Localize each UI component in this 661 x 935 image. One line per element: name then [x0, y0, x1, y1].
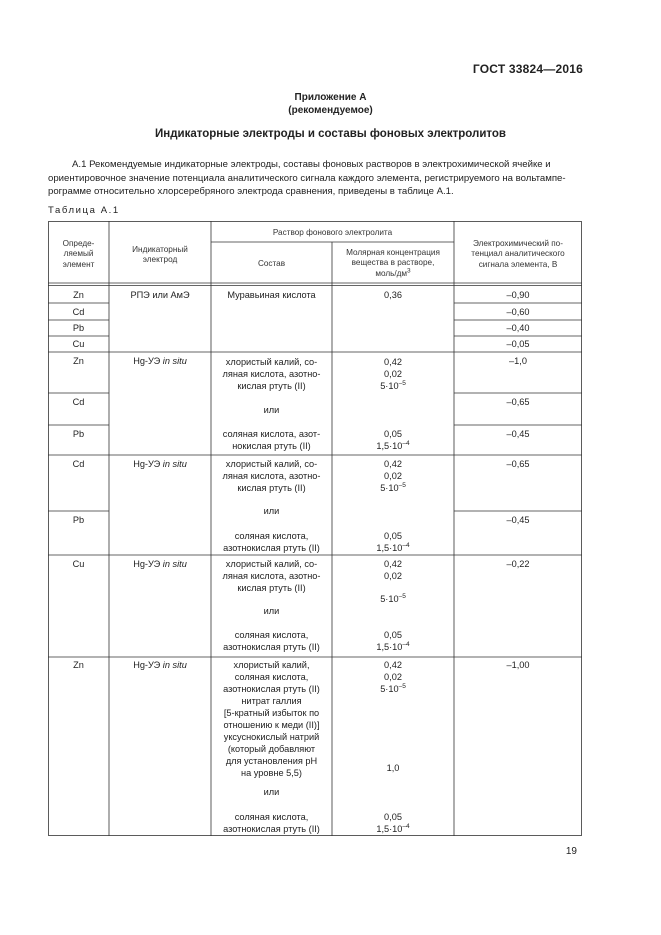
- electrode-cell: Hg-УЭ in situ: [133, 559, 187, 569]
- paragraph-line: ориентировочное значение потенциала аналитического сигнала каждого элемента, регистрируемого на вольтампе-: [48, 172, 566, 184]
- concentration-line: $5\cdot 10^{-5}$: [380, 481, 406, 493]
- composition-line: ляная кислота, азотно-: [222, 369, 321, 379]
- header-line: Индикаторный: [132, 245, 188, 254]
- composition-line: азотнокислая ртуть (II): [223, 824, 320, 834]
- or-label: или: [263, 787, 280, 797]
- page-number: 19: [565, 846, 577, 857]
- annex-status: (рекомендуемое): [288, 105, 373, 116]
- composition-line: ляная кислота, азотно-: [222, 471, 321, 481]
- composition-line: на уровне 5,5): [241, 768, 302, 778]
- paragraph-line: А.1 Рекомендуемые индикаторные электроды, составы фоновых растворов в электрохимической ячейке и: [72, 159, 551, 170]
- element-cell: Pb: [72, 515, 85, 525]
- electrode-cell: РПЭ или АмЭ: [130, 290, 190, 300]
- potential-cell: –0,05: [506, 339, 530, 349]
- section-heading: Индикаторные электроды и составы фоновых электролитов: [155, 128, 506, 140]
- composition-line: соляная кислота, азот-: [222, 429, 321, 439]
- composition-cell: [211, 811, 332, 835]
- element-cell: Cu: [72, 339, 85, 349]
- concentration-line: $1,5\cdot 10^{-4}$: [376, 822, 410, 834]
- concentration-line: 0,02: [384, 471, 402, 481]
- element-cell: Cd: [72, 307, 85, 317]
- concentration-line: $5\cdot 10^{-5}$: [380, 682, 406, 694]
- composition-line: нокислая ртуть (II): [232, 441, 311, 451]
- concentration-cell: [332, 558, 454, 582]
- potential-cell: –0,40: [506, 323, 530, 333]
- element-cell: Zn: [73, 660, 84, 670]
- concentration-line: 0,42: [384, 559, 402, 569]
- composition-cell: [211, 530, 332, 554]
- electrode-cell: Hg-УЭ in situ: [133, 660, 187, 670]
- potential-cell: –0,90: [506, 290, 530, 300]
- or-label: или: [263, 506, 280, 516]
- or-label: или: [263, 606, 280, 616]
- header-line: тенциал аналитического: [471, 249, 565, 259]
- header-electrode: [109, 245, 211, 266]
- composition-line: хлористый калий, со-: [225, 459, 318, 469]
- element-cell: Zn: [73, 356, 84, 366]
- potential-cell: –0,65: [506, 459, 530, 469]
- header-element: [48, 239, 109, 270]
- concentration-line: 0,42: [384, 660, 402, 670]
- composition-line: соляная кислота,: [234, 672, 309, 682]
- header-line: Опреде-: [62, 239, 95, 248]
- intro-paragraph: [48, 158, 582, 199]
- composition-cell: [211, 458, 332, 494]
- composition-line: для установления pH: [225, 756, 318, 766]
- composition-line: нитрат галлия: [241, 696, 302, 706]
- composition-cell: [211, 558, 332, 594]
- concentration-cell: [332, 811, 454, 835]
- header-line: электрод: [142, 255, 178, 265]
- concentration-cell: $5\cdot 10^{-5}$: [380, 592, 406, 604]
- concentration-cell: 0,36: [384, 290, 402, 300]
- concentration-cell: [332, 356, 454, 392]
- concentration-line: $1,5\cdot 10^{-4}$: [376, 439, 410, 451]
- composition-cell: Муравьиная кислота: [227, 290, 316, 300]
- header-line: элемент: [62, 259, 95, 269]
- composition-line: ляная кислота, азотно-: [222, 571, 321, 581]
- table-a1: [48, 221, 582, 836]
- concentration-cell: [332, 629, 454, 653]
- annex-label: Приложение А: [294, 92, 367, 103]
- composition-line: (который добавляют: [227, 744, 316, 754]
- concentration-line: $1,5\cdot 10^{-4}$: [376, 640, 410, 652]
- header-concentration: [332, 248, 454, 279]
- composition-line: хлористый калий, со-: [225, 357, 318, 367]
- document-code: ГОСТ 33824—2016: [472, 62, 583, 76]
- header-line: ляемый: [63, 249, 94, 259]
- element-cell: Cd: [72, 459, 85, 469]
- concentration-cell: [332, 530, 454, 554]
- element-cell: Zn: [73, 290, 84, 300]
- potential-cell: –0,45: [506, 429, 530, 439]
- header-line: Электрохимический по-: [473, 239, 563, 248]
- composition-line: соляная кислота,: [234, 531, 309, 541]
- potential-cell: –0,60: [506, 307, 530, 317]
- header-composition: Состав: [257, 259, 286, 268]
- composition-line: хлористый калий, со-: [225, 559, 318, 569]
- electrode-cell: Hg-УЭ in situ: [133, 459, 187, 469]
- potential-cell: –1,0: [509, 356, 527, 366]
- composition-line: азотнокислая ртуть (II): [223, 684, 320, 694]
- composition-line: кислая ртуть (II): [237, 583, 306, 593]
- header-line: Молярная концентрация: [346, 248, 440, 257]
- composition-line: отношению к меди (II)]: [223, 720, 320, 730]
- header-line: вещества в растворе,: [351, 258, 435, 268]
- composition-cell: [211, 629, 332, 653]
- paragraph-line: рограмме относительно хлорсеребряного электрода сравнения, приведены в таблице А.1.: [48, 186, 454, 197]
- composition-line: [5-кратный избыток по: [223, 708, 320, 718]
- header-line: сигнала элемента, В: [478, 259, 558, 269]
- concentration-cell: 1,0: [386, 763, 400, 773]
- concentration-line: 0,02: [384, 369, 402, 379]
- header-potential: [454, 239, 582, 270]
- concentration-line: 0,42: [384, 357, 402, 367]
- concentration-cell: [332, 659, 454, 695]
- potential-cell: –1,00: [506, 660, 530, 670]
- composition-line: соляная кислота,: [234, 630, 309, 640]
- annex-title: [0, 91, 661, 117]
- concentration-line: 0,02: [384, 571, 402, 581]
- composition-line: соляная кислота,: [234, 812, 309, 822]
- composition-cell: [211, 659, 332, 779]
- potential-cell: –0,45: [506, 515, 530, 525]
- header-solution: Раствор фонового электролита: [272, 228, 393, 237]
- composition-line: уксуснокислый натрий: [223, 732, 320, 742]
- composition-cell: [211, 356, 332, 392]
- concentration-line: 0,02: [384, 672, 402, 682]
- concentration-line: $5\cdot 10^{-5}$: [380, 379, 406, 391]
- element-cell: Pb: [72, 323, 85, 333]
- potential-cell: –0,22: [506, 559, 530, 569]
- concentration-line: 0,05: [384, 429, 402, 439]
- composition-line: кислая ртуть (II): [237, 381, 306, 391]
- table-caption: Таблица А.1: [48, 205, 120, 216]
- or-label: или: [263, 405, 280, 415]
- element-cell: Cu: [72, 559, 85, 569]
- electrode-cell: Hg-УЭ in situ: [133, 356, 187, 366]
- concentration-line: $1,5\cdot 10^{-4}$: [376, 541, 410, 553]
- concentration-line: 0,05: [384, 812, 402, 822]
- concentration-line: 0,05: [384, 630, 402, 640]
- element-cell: Cd: [72, 397, 85, 407]
- composition-line: хлористый калий,: [233, 660, 310, 670]
- composition-line: азотнокислая ртуть (II): [223, 642, 320, 652]
- composition-cell: [211, 428, 332, 452]
- header-unit: моль/$дм^3$: [375, 267, 411, 278]
- element-cell: Pb: [72, 429, 85, 439]
- concentration-line: 0,42: [384, 459, 402, 469]
- composition-line: азотнокислая ртуть (II): [223, 543, 320, 553]
- potential-cell: –0,65: [506, 397, 530, 407]
- concentration-line: 0,05: [384, 531, 402, 541]
- concentration-cell: [332, 458, 454, 494]
- concentration-cell: [332, 428, 454, 452]
- composition-line: кислая ртуть (II): [237, 483, 306, 493]
